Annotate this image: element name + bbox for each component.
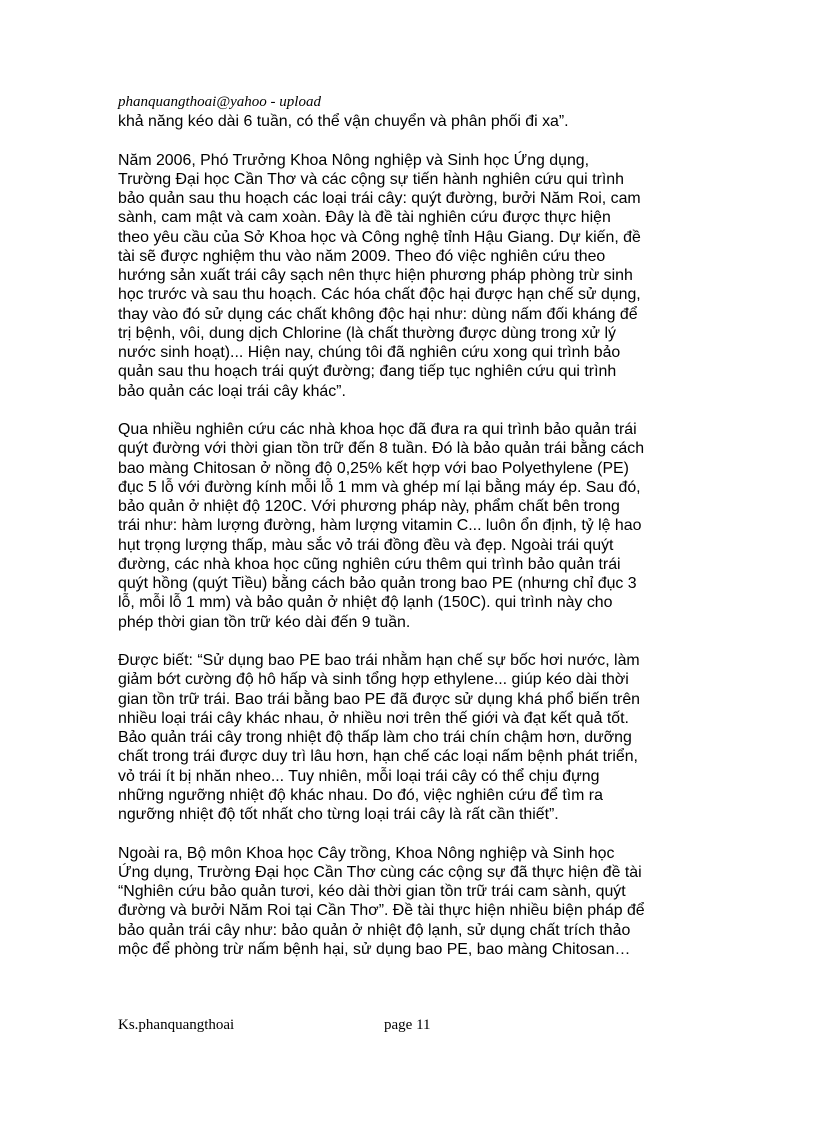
text-line: Ngoài ra, Bộ môn Khoa học Cây trồng, Khoa Nông nghiệp và Sinh học (118, 844, 615, 862)
text-line: đường, các nhà khoa học cũng nghiên cứu thêm qui trình bảo quản trái (118, 555, 621, 573)
text-line: Bảo quản trái cây trong nhiệt độ thấp làm cho trái chín chậm hơn, dưỡng (118, 729, 632, 746)
text-line: mộc để phòng trừ nấm bệnh hại, sử dụng bao PE, bao màng Chitosan… (118, 940, 631, 958)
text-line: nhiều loại trái cây khác nhau, ở nhiều nơi trên thế giới và đạt kết quả tốt. (118, 709, 629, 727)
text-line: đục 5 lỗ với đường kính mỗi lỗ 1 mm và ghép mí lại bằng máy ép. Sau đó, (118, 478, 641, 496)
text-line: những ngưỡng nhiệt độ khác nhau. Do đó, việc nghiên cứu để tìm ra (118, 786, 603, 804)
footer-author: Ks.phanquangthoai (118, 1017, 235, 1033)
text-line: trị bệnh, vôi, dung dịch Chlorine (là chất thường được dùng trong xử lý (118, 324, 616, 342)
text-line: chất trong trái được duy trì lâu hơn, hạn chế các loại nấm bệnh phát triển, (118, 748, 638, 766)
page-header: phanquangthoai@yahoo - upload (118, 94, 321, 110)
text-line: “Nghiên cứu bảo quản tươi, kéo dài thời gian tồn trữ trái cam sành, quýt (118, 883, 626, 900)
document-body (118, 112, 708, 978)
paragraph (118, 420, 708, 632)
text-line: khả năng kéo dài 6 tuần, có thể vận chuyển và phân phối đi xa”. (118, 113, 569, 130)
text-line: bảo quản sau thu hoạch các loại trái cây: quýt đường, bưởi Năm Roi, cam (118, 190, 641, 207)
text-line: Năm 2006, Phó Trưởng Khoa Nông nghiệp và Sinh học Ứng dụng, (118, 151, 590, 169)
text-line: vỏ trái ít bị nhăn nheo... Tuy nhiên, mỗi loại trái cây có thể chịu đựng (118, 767, 600, 785)
text-line: đường và bưởi Năm Roi tại Cần Thơ”. Đề tài thực hiện nhiều biện pháp để (118, 902, 645, 920)
text-line: gian tồn trữ trái. Bao trái bằng bao PE đã được sử dụng khá phổ biến trên (118, 690, 641, 708)
text-line: giảm bớt cường độ hô hấp và sinh tổng hợp ethylene... giúp kéo dài thời (118, 671, 629, 689)
text-line: học trước và sau thu hoạch. Các hóa chất độc hại được hạn chế sử dụng, (118, 286, 641, 304)
text-line: nước sinh hoạt)... Hiện nay, chúng tôi đã nghiên cứu xong qui trình bảo (118, 344, 621, 361)
text-line: trái như: hàm lượng đường, hàm lượng vitamin C... luôn ổn định, tỷ lệ hao (118, 517, 642, 535)
text-line: quản sau thu hoạch trái quýt đường; đang tiếp tục nghiên cứu qui trình (118, 363, 617, 381)
page-number: page 11 (384, 1017, 431, 1033)
text-line: theo yêu cầu của Sở Khoa học và Công nghệ tỉnh Hậu Giang. Dự kiến, đề (118, 228, 641, 246)
text-line: Qua nhiều nghiên cứu các nhà khoa học đã đưa ra qui trình bảo quản trái (118, 421, 637, 438)
text-line: tài sẽ được nghiệm thu vào năm 2009. Theo đó việc nghiên cứu theo (118, 247, 606, 265)
paragraph (118, 844, 708, 960)
text-line: thay vào đó sử dụng các chất không độc hại như: dùng nấm đối kháng để (118, 305, 638, 323)
text-line: quýt đường với thời gian tồn trữ đến 8 tuần. Đó là bảo quản trái bằng cách (118, 440, 645, 458)
text-line: bao màng Chitosan ở nồng độ 0,25% kết hợp với bao Polyethylene (PE) (118, 459, 629, 477)
paragraph (118, 112, 708, 131)
text-line: bảo quản ở nhiệt độ 120C. Với phương pháp này, phẩm chất bên trong (118, 498, 620, 515)
text-line: ngưỡng nhiệt độ tốt nhất cho từng loại trái cây là rất cần thiết”. (118, 806, 559, 823)
text-line: Trường Đại học Cần Thơ và các cộng sự tiến hành nghiên cứu qui trình (118, 170, 624, 188)
paragraph (118, 151, 708, 401)
text-line: Ứng dụng, Trường Đại học Cần Thơ cùng các cộng sự đã thực hiện đề tài (118, 863, 642, 881)
text-line: phép thời gian tồn trữ kéo dài đến 9 tuần. (118, 613, 411, 631)
text-line: quýt hồng (quýt Tiều) bằng cách bảo quản trong bao PE (nhưng chỉ đục 3 (118, 575, 637, 592)
text-line: lỗ, mỗi lỗ 1 mm) và bảo quản ở nhiệt độ lạnh (150C). qui trình này cho (118, 594, 613, 612)
text-line: hướng sản xuất trái cây sạch nên thực hiện phương pháp phòng trừ sinh (118, 267, 633, 284)
text-line: bảo quản trái cây như: bảo quản ở nhiệt độ lạnh, sử dụng chất trích thảo (118, 921, 631, 939)
text-line: sành, cam mật và cam xoàn. Đây là đề tài nghiên cứu được thực hiện (118, 209, 611, 227)
text-line: Được biết: “Sử dụng bao PE bao trái nhằm hạn chế sự bốc hơi nước, làm (118, 652, 640, 669)
paragraph (118, 651, 708, 824)
text-line: hụt trọng lượng thấp, màu sắc vỏ trái đồng đều và đẹp. Ngoài trái quýt (118, 536, 614, 554)
text-line: bảo quản các loại trái cây khác”. (118, 382, 346, 400)
